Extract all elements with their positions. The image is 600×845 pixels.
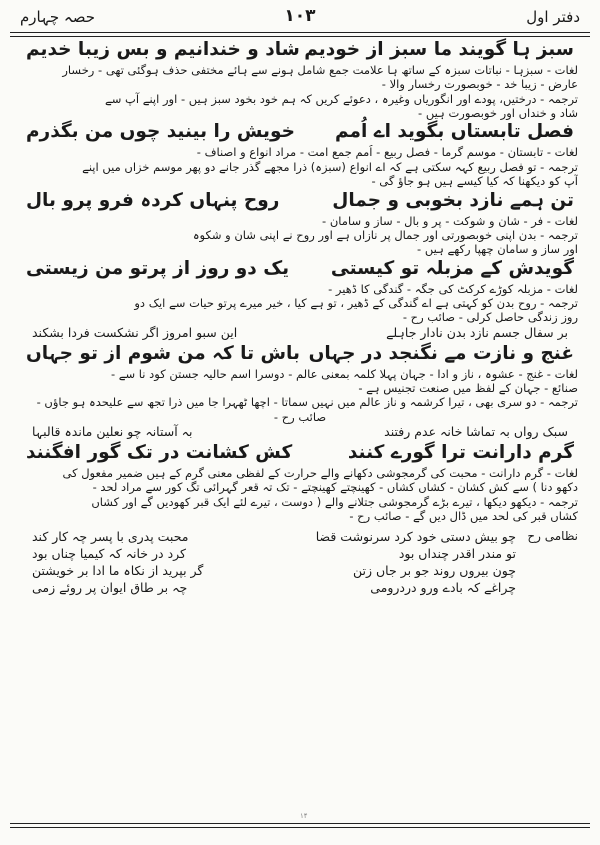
text-line: صنائع - جہان کے لفظ میں صنعت تجنیس ہے - [358,380,578,395]
verse-6 [22,441,578,466]
text-line: لغات - مزبلہ کوڑے کرکٹ کی جگہ - گندگی کا ڈھیر - [328,281,578,296]
text-line: ترجمہ - درختیں، پودے اور انگوریاں وغیرہ ، دعوئے کریں کہ ہم خود بخود سبز ہیں - اور اپنے آپ سے [105,91,578,106]
text-line: کشاں قبر کی لحد میں ڈال دیں گے - صائب رح - [349,509,578,524]
poem-attribution: نظامی رح [527,529,578,544]
footer-rule [10,823,590,824]
verse-5-misra-1: غنج و نازت مے نگنجد در جہاں [308,342,574,364]
poem-misra: محبت پدری با پسر چہ کار کند [32,529,189,545]
quote-misra: سبک رواں بہ تماشا خانہ عدم رفتند [384,424,568,440]
text-line: ترجمہ - دیکھو دیکھا ، تیرے بڑے گرمجوشی جتلانے والے ( دوست ، تیرے لئے ایک قبر کھودیں گے اور کشاں [91,494,578,509]
text-line: لغات - غنج - عشوہ ، ناز و ادا - جہان پہلا کلمہ بمعنی عالم - دوسرا اسم حالیہ جستن کود نا سے - [110,366,578,381]
verse-3 [22,189,578,214]
footer-mark: ۱۴ [300,812,308,820]
verse-2-misra-2: خویش را بینید چوں من بگذرم [26,121,295,143]
text-line: آپ کو دیکھنا کہ کیا کیسے ہیں ہو جاؤ گی - [371,174,578,189]
page-body [22,38,578,597]
header-rule-inner [10,36,590,37]
verse-2-misra-1: فصل تابستاں بگوید اے اُمم [335,121,574,143]
verse-6-misra-1: گرم دارانت ترا گورے کنند [347,441,574,463]
section-label: حصہ چہارم [20,8,95,26]
verse-3-misra-1: تن ہمے نازد بخوبی و جمال [332,189,574,211]
verse-4 [22,257,578,282]
quote-misra: بہ آستانہ چو نعلین ماندہ قالبہا [32,424,193,440]
text-line: لغات - گرم دارانت - محبت کی گرمجوشی دکھانے والے حرارت کے لفظی معنی گرم کے ہیں ضمیر مفعول کی [62,465,578,480]
poem-misra: گر بپرید از نکاہ ما ادا بر خویشتن [32,563,204,579]
quote-misra: بر سفال جسم نازد بدن نادار جاہلے [386,324,568,340]
text-line: ترجمہ - دو سری بھی ، تیرا کرشمہ و ناز عالم میں نہیں سماتا - اچھا ٹھہرا جا میں ذرا تجھ سے علیحدہ ہو جاؤں - [36,395,578,410]
poem-misra: چہ بر طاق ایوان پر روئے زمی [32,580,188,596]
text-line: لغات - تابستان - موسم گرما - فصل ربیع - اُمم جمع امت - مراد انواع و اصناف - [196,145,578,160]
poem-couplet [22,546,526,563]
text-line: اور ساز و سامان چھپا رکھے ہیں - [417,242,578,257]
poem-misra: کرد در خانہ کہ کیمیا چناں بود [32,546,186,562]
verse-1-misra-2: شاد و خندانیم و بس زیبا خدیم [26,39,300,60]
text-line: دکھو دنا ) سے کش کشان - کشاں کشاں - کھینچتے کھینچتے - تک تہ قعر گہرائی تگ کور سے مراد لحد - [92,480,578,495]
text-line: لغات - فر - شان و شوکت - پر و بال - ساز و سامان - [322,213,578,228]
poem-misra: چراغے کہ بادے ورو دردرومی [370,580,516,596]
verse-5-misra-2: باش تا کہ من شوم از تو جہاں [26,342,300,364]
text-line: ترجمہ - روح بدن کو کہتی ہے اے گندگی کے ڈھیر ، تو ہے کیا ، خیر میرے پرتو حیات سے ایک دو [134,296,578,310]
text-line: ترجمہ - بدن اپنی خوبصورتی اور جمال پر نازاں ہے اور روح نے اپنی شان و شکوہ [192,227,578,242]
poem-couplet [22,529,526,546]
verse-4-misra-1: گویدش کے مزبلہ تو کیستی [330,257,574,279]
quote-misra: این سبو امروز اگر نشکست فردا بشکند [32,324,238,340]
verse-1 [22,38,578,63]
verse-2 [22,120,578,145]
poem-misra: چون بیروں روند جو بر جاں زتن [353,563,516,579]
verse-6-misra-2: کش کشانت در تک گور افگنند [26,441,293,463]
verse-1-misra-1: سبز ہا گویند ما سبز از خودیم [304,39,574,60]
verse-5 [22,342,578,367]
text-line: ترجمہ - تو فصل ربیع کہہ سکتی ہے کہ اے انواع (سبزہ) ذرا مجھے گذر جانے دو پھر موسم خزاں میں اپنے [82,159,578,174]
nizami-poem [22,529,578,597]
text-line: شاد و خنداں اور خوبصورت ہیں - [418,106,578,121]
poem-couplet [22,563,526,580]
poem-misra: چو بیش دستی خود کرد سرنوشت قضا [315,529,516,545]
quoted-couplet-1 [22,325,578,342]
text-line: صائب رح - [273,409,327,424]
verse-3-misra-2: روح پنہاں کردہ فرو پرو بال [26,189,280,211]
poem-couplet [22,580,526,597]
text-line: عارض - زیبا خد - خوبصورت رخسار والا - [381,77,578,92]
page-number: ۱۰۳ [284,6,316,26]
page-header [14,6,586,30]
book-title: دفتر اول [526,8,580,26]
quoted-couplet-2 [22,424,578,441]
poem-misra: تو مندر اقدر چنداں بود [398,546,516,562]
verse-4-misra-2: یک دو روز از پرتو من زیستی [26,257,290,279]
text-line: روز زندگی حاصل کرلی - صائب رح - [402,310,578,325]
footer-rule-inner [10,827,590,828]
text-line: لغات - سبزہا - نباتات سبزہ کے ساتھ ہا علامت جمع شامل ہونے سے ہائے مختفی حذف ہوگئی تھی - رخسار [62,62,578,77]
header-rule [10,32,590,33]
